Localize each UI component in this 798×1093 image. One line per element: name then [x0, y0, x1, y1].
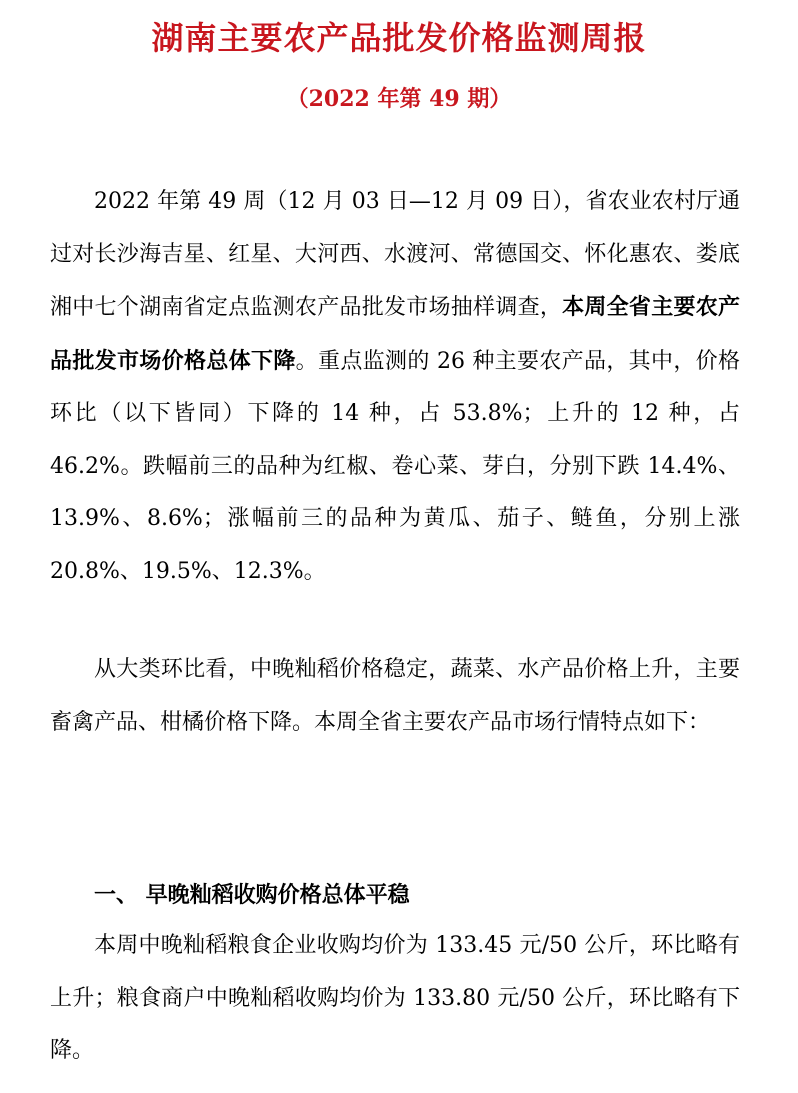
report-issue: （2022 年第 49 期）: [286, 86, 512, 112]
section-1-paragraph: 本周中晚籼稻粮食企业收购均价为 133.45 元/50 公斤，环比略有上升；粮食商户中晚籼稻收购均价为 133.80 元/50 公斤，环比略有下降。: [50, 933, 740, 1063]
intro-paragraph-1: [50, 176, 740, 598]
report-title: 湖南主要农产品批发价格监测周报: [151, 19, 647, 57]
section-1-heading: 一、 早晚籼稻收购价格总体平稳: [94, 883, 410, 908]
intro-paragraph-2: 从大类环比看，中晚籼稻价格稳定，蔬菜、水产品价格上升，主要畜禽产品、柑橘价格下降。本周全省主要农产品市场行情特点如下：: [50, 657, 740, 735]
intro-paragraph-1-part-b: 。重点监测的 26 种主要农产品，其中，价格环比（以下皆同）下降的 14 种，占 53.8%；上升的 12 种，占 46.2%。跌幅前三的品种为红椒、卷心菜、芽白，分别下跌 14.4%、13.9%、8.6%；涨幅前三的品种为黄瓜、茄子、鲢鱼，分别上涨 20.8%、19.5%、12.3%。: [50, 348, 740, 584]
intro-highlight: 本周全省主要农产品批发市场价格总体下降: [50, 294, 740, 374]
intro-paragraph-1-part-a: 2022 年第 49 周（12 月 03 日—12 月 09 日），省农业农村厅通过对长沙海吉星、红星、大河西、水渡河、常德国交、怀化惠农、娄底湘中七个湖南省定点监测农产品批发市场抽样调查，: [50, 189, 740, 320]
